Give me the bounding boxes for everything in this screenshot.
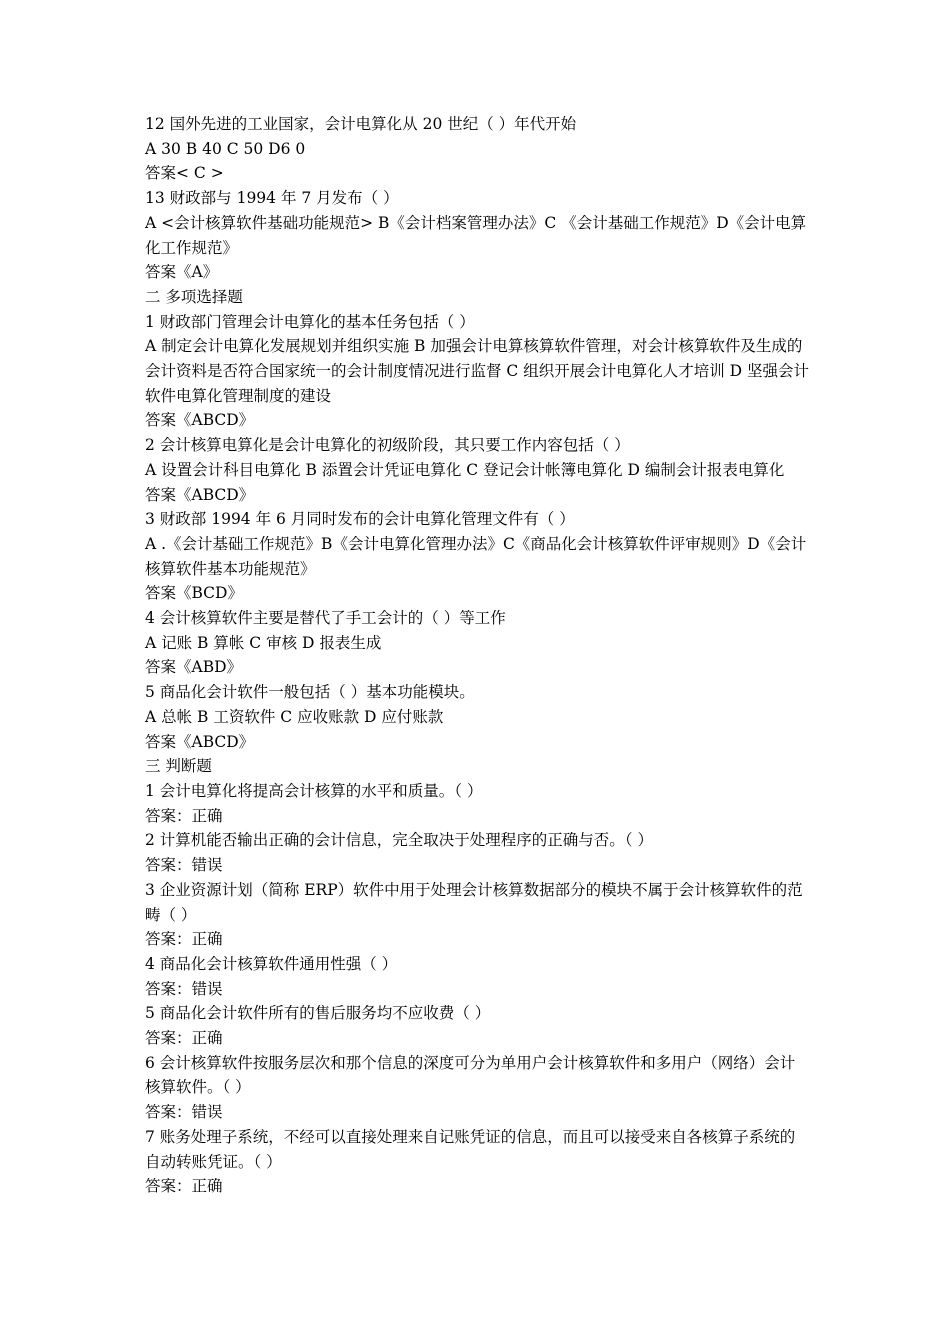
text-line: 3 企业资源计划（简称 ERP）软件中用于处理会计核算数据部分的模块不属于会计核算软件的范畴（ ） xyxy=(145,880,803,924)
text-line: 答案< C > xyxy=(145,164,224,183)
text-line: 答案《BCD》 xyxy=(145,584,243,603)
text-line: A 记账 B 算帐 C 审核 D 报表生成 xyxy=(145,633,382,652)
text-line: 2 会计核算电算化是会计电算化的初级阶段，其只要工作内容包括（ ） xyxy=(145,436,630,455)
text-line: A .《会计基础工作规范》B《会计电算化管理办法》C《商品化会计核算软件评审规则》D《会计核算软件基本功能规范》 xyxy=(145,534,807,578)
text-line: 7 账务处理子系统，不经可以直接处理来自记账凭证的信息，而且可以接受来自各核算子系统的自动转账凭证。（ ） xyxy=(145,1127,796,1171)
text-line: A 30 B 40 C 50 D6 0 xyxy=(145,139,306,158)
text-line: 13 财政部与 1994 年 7 月发布（ ） xyxy=(145,189,399,208)
text-line: 1 会计电算化将提高会计核算的水平和质量。（ ） xyxy=(145,781,483,800)
text-line: 12 国外先进的工业国家，会计电算化从 20 世纪（ ）年代开始 xyxy=(145,115,577,133)
text-line: A 制定会计电算化发展规划并组织实施 B 加强会计电算核算软件管理，对会计核算软件及生成的会计资料是否符合国家统一的会计制度情况进行监督 C 组织开展会计电算化人才培训 D 坚强会计软件电算化管理制度的建设 xyxy=(145,337,809,405)
text-line: 答案《ABCD》 xyxy=(145,485,255,504)
text-line: 4 商品化会计核算软件通用性强（ ） xyxy=(145,954,398,973)
text-line: 1 财政部门管理会计电算化的基本任务包括（ ） xyxy=(145,312,475,331)
text-line: 答案《ABCD》 xyxy=(145,411,255,430)
text-line: A <会计核算软件基础功能规范> B《会计档案管理办法》C 《会计基础工作规范》D《会计电算化工作规范》 xyxy=(145,213,807,257)
text-line: 答案《A》 xyxy=(145,263,219,282)
text-line: 5 商品化会计软件一般包括（ ）基本功能模块。 xyxy=(145,683,475,702)
text-line: 2 计算机能否输出正确的会计信息，完全取决于处理程序的正确与否。（ ） xyxy=(145,831,653,850)
text-line: 答案《ABD》 xyxy=(145,658,243,677)
text-line: 3 财政部 1994 年 6 月同时发布的会计电算化管理文件有（ ） xyxy=(145,510,575,529)
text-line: 答案：正确 xyxy=(145,1029,223,1048)
text-line: 答案《ABCD》 xyxy=(145,732,255,751)
text-line: 5 商品化会计软件所有的售后服务均不应收费（ ） xyxy=(145,1004,491,1023)
document-body xyxy=(145,112,809,1199)
text-line: 答案：错误 xyxy=(145,1103,223,1122)
text-line: 答案：错误 xyxy=(145,856,223,875)
text-line: A 总帐 B 工资软件 C 应收账款 D 应付账款 xyxy=(145,707,444,726)
text-line: 答案：正确 xyxy=(145,1177,223,1196)
text-line: 三 判断题 xyxy=(145,757,212,776)
text-line: 答案：正确 xyxy=(145,930,223,949)
text-line: A 设置会计科目电算化 B 添置会计凭证电算化 C 登记会计帐簿电算化 D 编制会计报表电算化 xyxy=(145,460,785,479)
text-line: 答案：正确 xyxy=(145,806,223,825)
text-line: 答案：错误 xyxy=(145,979,223,998)
text-line: 4 会计核算软件主要是替代了手工会计的（ ）等工作 xyxy=(145,609,506,628)
text-line: 二 多项选择题 xyxy=(145,287,243,306)
text-line: 6 会计核算软件按服务层次和那个信息的深度可分为单用户会计核算软件和多用户（网络）会计核算软件。（ ） xyxy=(145,1053,796,1097)
